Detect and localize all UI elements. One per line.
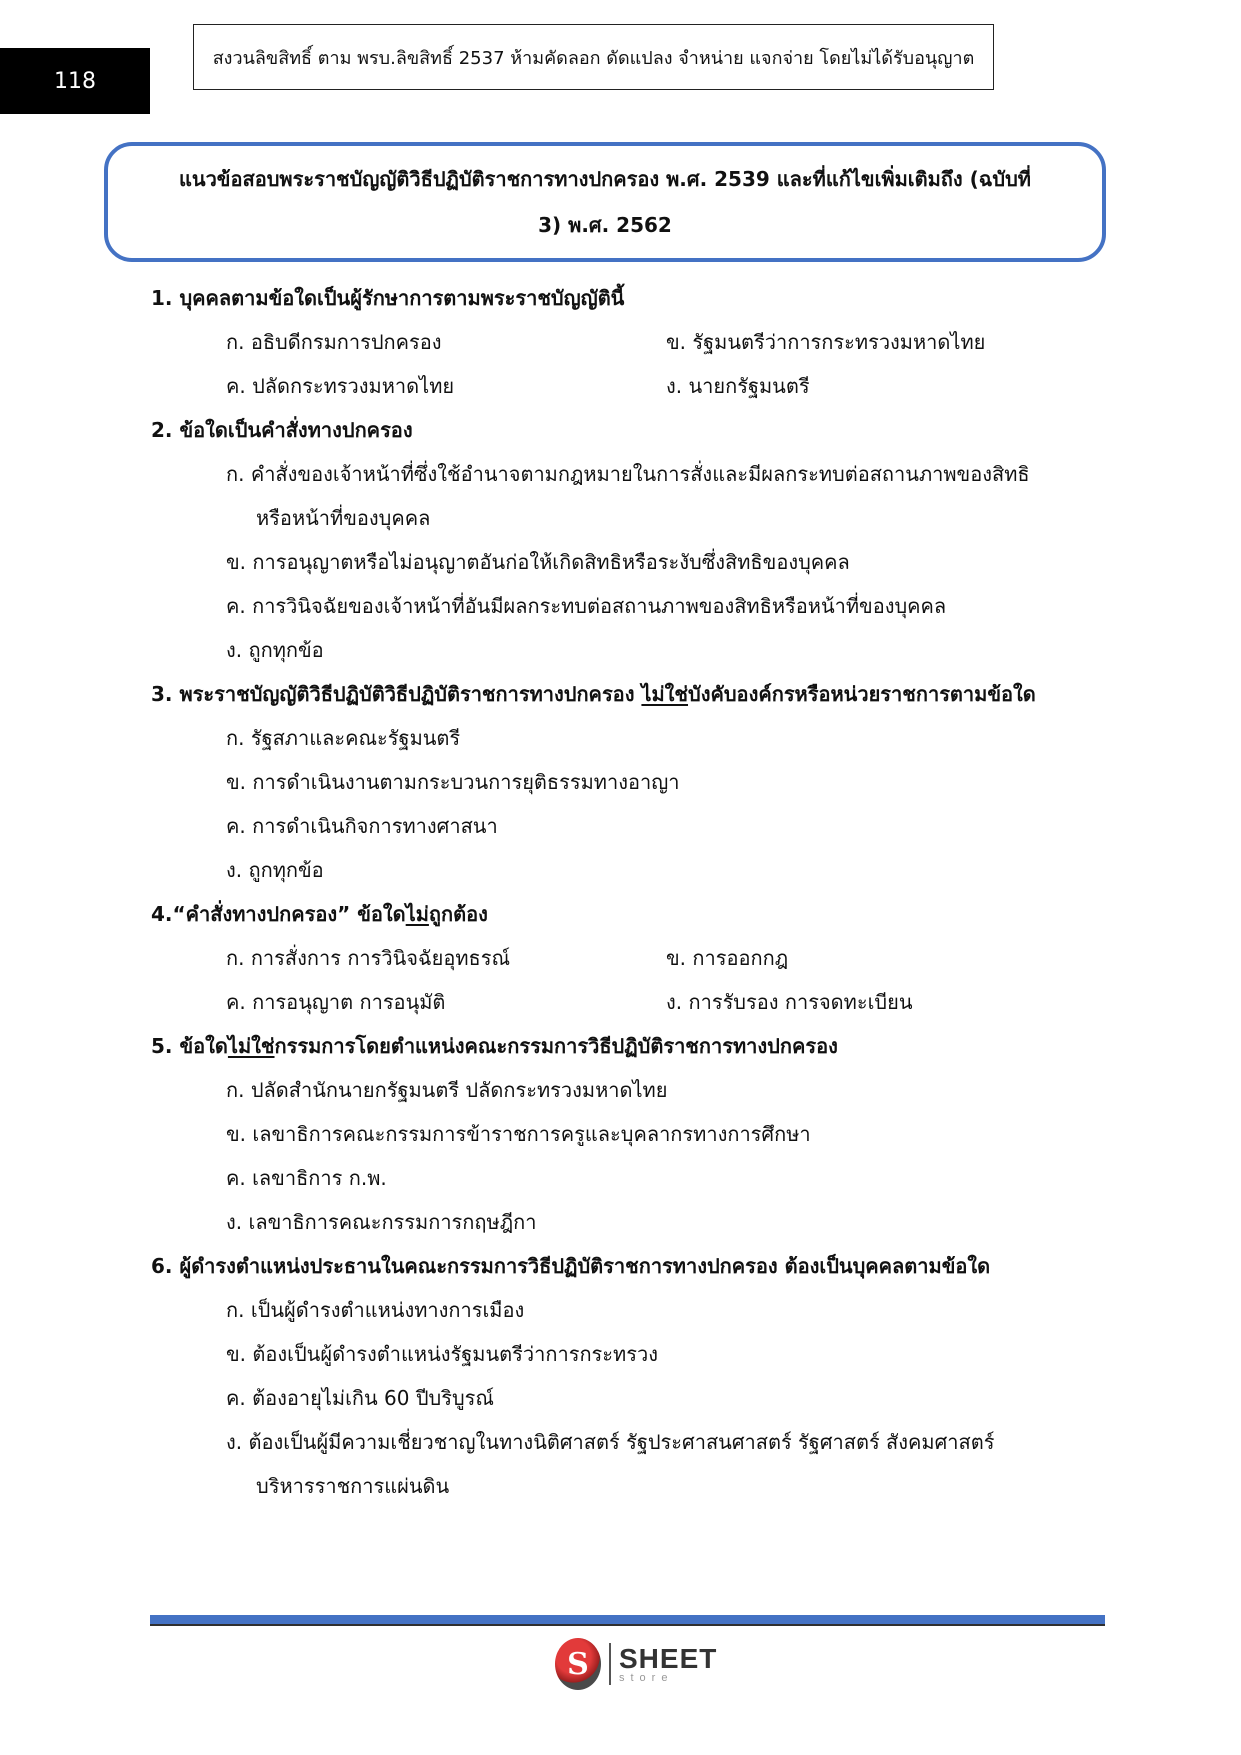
q2-option-a-text: ก. คำสั่งของเจ้าหน้าที่ซึ่งใช้อำนาจตามกฎหมายในการสั่งและมีผลกระทบต่อสถานภาพของสิทธิ (226, 462, 1030, 486)
q3-text-post: บังคับองค์กรหรือหน่วยราชการตามข้อใด (688, 682, 1036, 706)
q2-option-d: ง. ถูกทุกข้อ (226, 638, 324, 662)
q5-option-c: ค. เลขาธิการ ก.พ. (226, 1166, 387, 1190)
q6-option-b: ข. ต้องเป็นผู้ดำรงตำแหน่งรัฐมนตรีว่าการกระทรวง (226, 1342, 658, 1366)
q5-text-underlined: ไม่ใช่ (227, 1034, 275, 1058)
page-number: 118 (0, 48, 150, 114)
q1-option-c: ค. ปลัดกระทรวงมหาดไทย (226, 374, 455, 398)
sheet-store-logo (555, 1636, 725, 1692)
logo-word: SHEET (619, 1642, 718, 1674)
q2-option-b: ข. การอนุญาตหรือไม่อนุญาตอันก่อให้เกิดสิทธิหรือระงับซึ่งสิทธิของบุคคล (226, 550, 850, 574)
question-1-options-row-2 (151, 364, 1111, 408)
q6-option-d-text: ง. ต้องเป็นผู้มีความเชี่ยวชาญในทางนิติศาสตร์ รัฐประศาสนศาสตร์ รัฐศาสตร์ สังคมศาสตร์ (226, 1430, 995, 1454)
q4-option-c: ค. การอนุญาต การอนุมัติ (226, 990, 446, 1014)
title-line-1: แนวข้อสอบพระราชบัญญัติวิธีปฏิบัติราชการทางปกครอง พ.ศ. 2539 และที่แก้ไขเพิ่มเติมถึง (ฉบับที่ (179, 167, 1031, 191)
q3-option-b: ข. การดำเนินงานตามกระบวนการยุติธรรมทางอาญา (226, 770, 680, 794)
question-4-options-row-2 (151, 980, 1111, 1024)
logo-separator (609, 1643, 611, 1685)
q3-option-a: ก. รัฐสภาและคณะรัฐมนตรี (226, 726, 461, 750)
q6-option-c: ค. ต้องอายุไม่เกิน 60 ปีบริบูรณ์ (226, 1386, 494, 1410)
q2-option-a-continued: หรือหน้าที่ของบุคคล (256, 506, 431, 530)
q3-text-underlined: ไม่ใช่ (641, 682, 689, 706)
q6-option-d (151, 1420, 1111, 1508)
q5-text-pre: 5. ข้อใด (151, 1034, 228, 1058)
q4-text-post: ถูกต้อง (428, 902, 488, 926)
question-2: 2. ข้อใดเป็นคำสั่งทางปกครอง (151, 418, 413, 442)
q1-option-a: ก. อธิบดีกรมการปกครอง (226, 330, 442, 354)
q2-option-a (151, 452, 1111, 540)
question-3 (151, 672, 1111, 716)
question-1: 1. บุคคลตามข้อใดเป็นผู้รักษาการตามพระราชบัญญัตินี้ (151, 286, 625, 310)
question-1-options-row-1 (151, 320, 1111, 364)
q4-option-d: ง. การรับรอง การจดทะเบียน (666, 990, 913, 1014)
title-line-2: 3) พ.ศ. 2562 (538, 213, 672, 237)
q5-option-a: ก. ปลัดสำนักนายกรัฐมนตรี ปลัดกระทรวงมหาดไทย (226, 1078, 668, 1102)
q4-text-underlined: ไม่ (405, 902, 429, 926)
footer-divider (150, 1615, 1105, 1624)
question-5 (151, 1024, 1111, 1068)
q3-option-c: ค. การดำเนินกิจการทางศาสนา (226, 814, 498, 838)
q1-option-b: ข. รัฐมนตรีว่าการกระทรวงมหาดไทย (666, 330, 986, 354)
q3-option-d: ง. ถูกทุกข้อ (226, 858, 324, 882)
question-4-options-row-1 (151, 936, 1111, 980)
title-box (104, 142, 1106, 262)
question-list (151, 276, 1111, 1508)
q5-option-b: ข. เลขาธิการคณะกรรมการข้าราชการครูและบุคลากรทางการศึกษา (226, 1122, 811, 1146)
question-4 (151, 892, 1111, 936)
copyright-notice: สงวนลิขสิทธิ์ ตาม พรบ.ลิขสิทธิ์ 2537 ห้ามคัดลอก ดัดแปลง จำหน่าย แจกจ่าย โดยไม่ได้รับอนุญาต (193, 24, 994, 90)
q5-text-post: กรรมการโดยตำแหน่งคณะกรรมการวิธีปฏิบัติราชการทางปกครอง (274, 1034, 838, 1058)
question-6: 6. ผู้ดำรงตำแหน่งประธานในคณะกรรมการวิธีปฏิบัติราชการทางปกครอง ต้องเป็นบุคคลตามข้อใด (151, 1254, 991, 1278)
logo-s-icon: S (555, 1638, 601, 1690)
q5-option-d: ง. เลขาธิการคณะกรรมการกฤษฎีกา (226, 1210, 537, 1234)
q6-option-d-continued: บริหารราชการแผ่นดิน (256, 1474, 450, 1498)
q4-text-pre: 4.“คำสั่งทางปกครอง” ข้อใด (151, 902, 406, 926)
logo-text (619, 1642, 718, 1684)
q1-option-d: ง. นายกรัฐมนตรี (666, 374, 810, 398)
q2-option-c: ค. การวินิจฉัยของเจ้าหน้าที่อันมีผลกระทบต่อสถานภาพของสิทธิหรือหน้าที่ของบุคคล (226, 594, 947, 618)
q4-option-b: ข. การออกกฎ (666, 946, 789, 970)
logo-subword: store (619, 1671, 674, 1684)
q4-option-a: ก. การสั่งการ การวินิจฉัยอุทธรณ์ (226, 946, 511, 970)
q6-option-a: ก. เป็นผู้ดำรงตำแหน่งทางการเมือง (226, 1298, 525, 1322)
q3-text-pre: 3. พระราชบัญญัติวิธีปฏิบัติวิธีปฏิบัติราชการทางปกครอง (151, 682, 642, 706)
